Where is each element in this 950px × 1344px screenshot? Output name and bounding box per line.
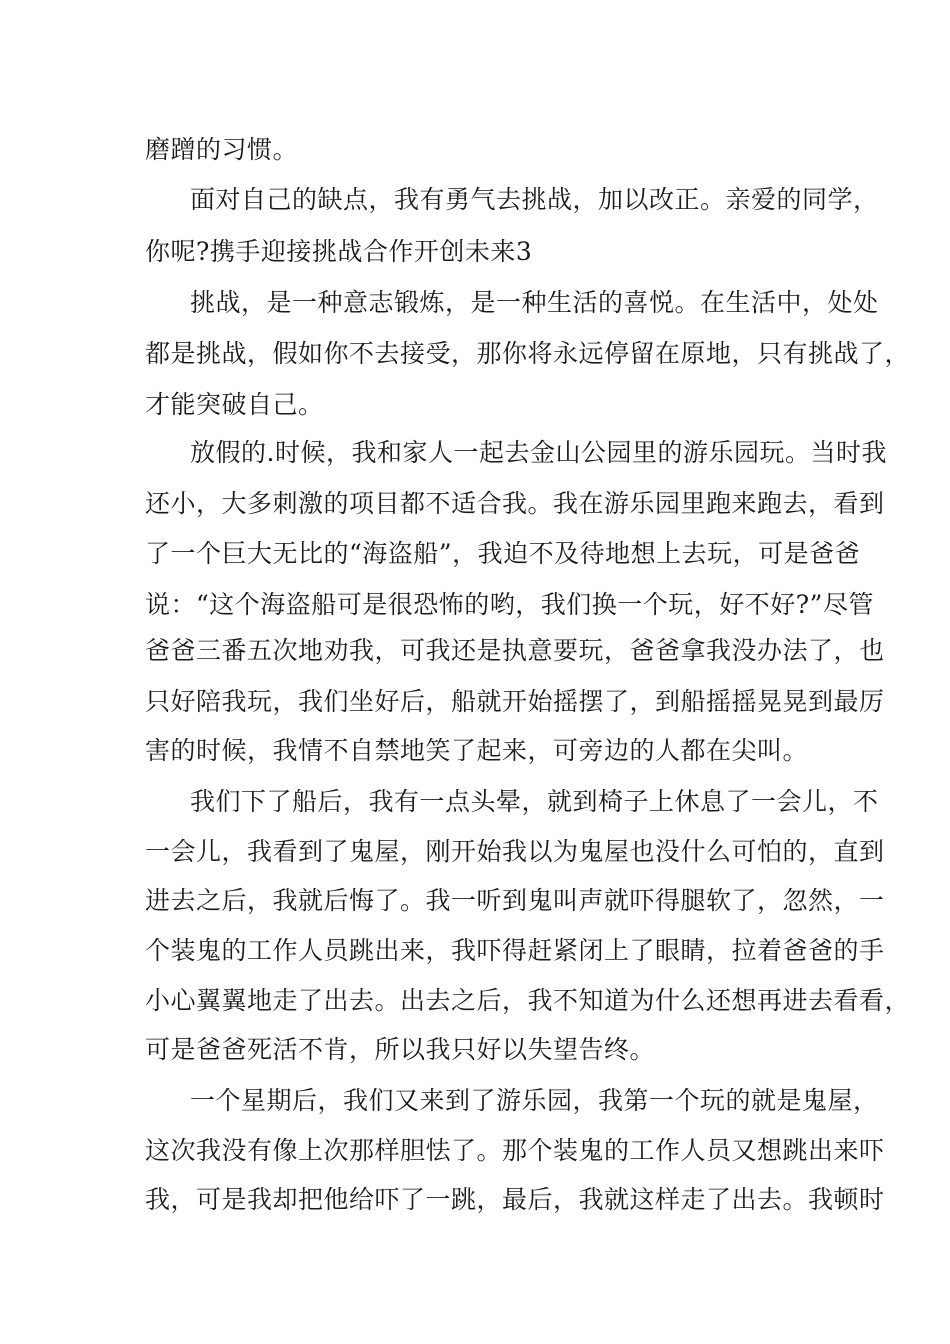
text-line: 了一个巨大无比的“海盗船”，我迫不及待地想上去玩，可是爸爸 [145,539,861,568]
text-line: 个装鬼的工作人员跳出来，我吓得赶紧闭上了眼睛，拉着爸爸的手 [145,936,885,965]
text-line: 害的时候，我情不自禁地笑了起来，可旁边的人都在尖叫。 [145,736,809,765]
text-line: 都是挑战，假如你不去接受，那你将永远停留在原地，只有挑战了， [145,339,911,368]
text-line: 才能突破自己。 [145,390,324,419]
text-line: 说：“这个海盗船可是很恐怖的哟，我们换一个玩，好不好?”尽管 [145,590,874,619]
text-line: 爸爸三番五次地劝我，可我还是执意要玩，爸爸拿我没办法了，也 [145,636,885,665]
text-line: 可是爸爸死活不肯，所以我只好以失望告终。 [145,1035,656,1064]
text-line: 我，可是我却把他给吓了一跳，最后，我就这样走了出去。我顿时 [145,1185,885,1214]
text-line: 这次我没有像上次那样胆怯了。那个装鬼的工作人员又想跳出来吓 [145,1136,885,1165]
text-line: 挑战，是一种意志锻炼，是一种生活的喜悦。在生活中，处处 [190,288,879,317]
text-line: 你呢?携手迎接挑战合作开创未来3 [145,237,533,266]
text-line: 一个星期后，我们又来到了游乐园，我第一个玩的就是鬼屋， [190,1086,879,1115]
text-line: 磨蹭的习惯。 [145,135,299,164]
text-line: 放假的.时候，我和家人一起去金山公园里的游乐园玩。当时我 [190,438,887,467]
text-line: 只好陪我玩，我们坐好后，船就开始摇摆了，到船摇摇晃晃到最厉 [145,687,885,716]
text-line: 进去之后，我就后悔了。我一听到鬼叫声就吓得腿软了，忽然，一 [145,886,885,915]
text-line: 小心翼翼地走了出去。出去之后，我不知道为什么还想再进去看看， [145,986,911,1015]
text-line: 还小，大多刺激的项目都不适合我。我在游乐园里跑来跑去，看到 [145,489,885,518]
text-line: 一会儿，我看到了鬼屋，刚开始我以为鬼屋也没什么可怕的，直到 [145,837,885,866]
text-line: 我们下了船后，我有一点头晕，就到椅子上休息了一会儿，不 [190,787,879,816]
text-line: 面对自己的缺点，我有勇气去挑战，加以改正。亲爱的同学， [190,185,879,214]
